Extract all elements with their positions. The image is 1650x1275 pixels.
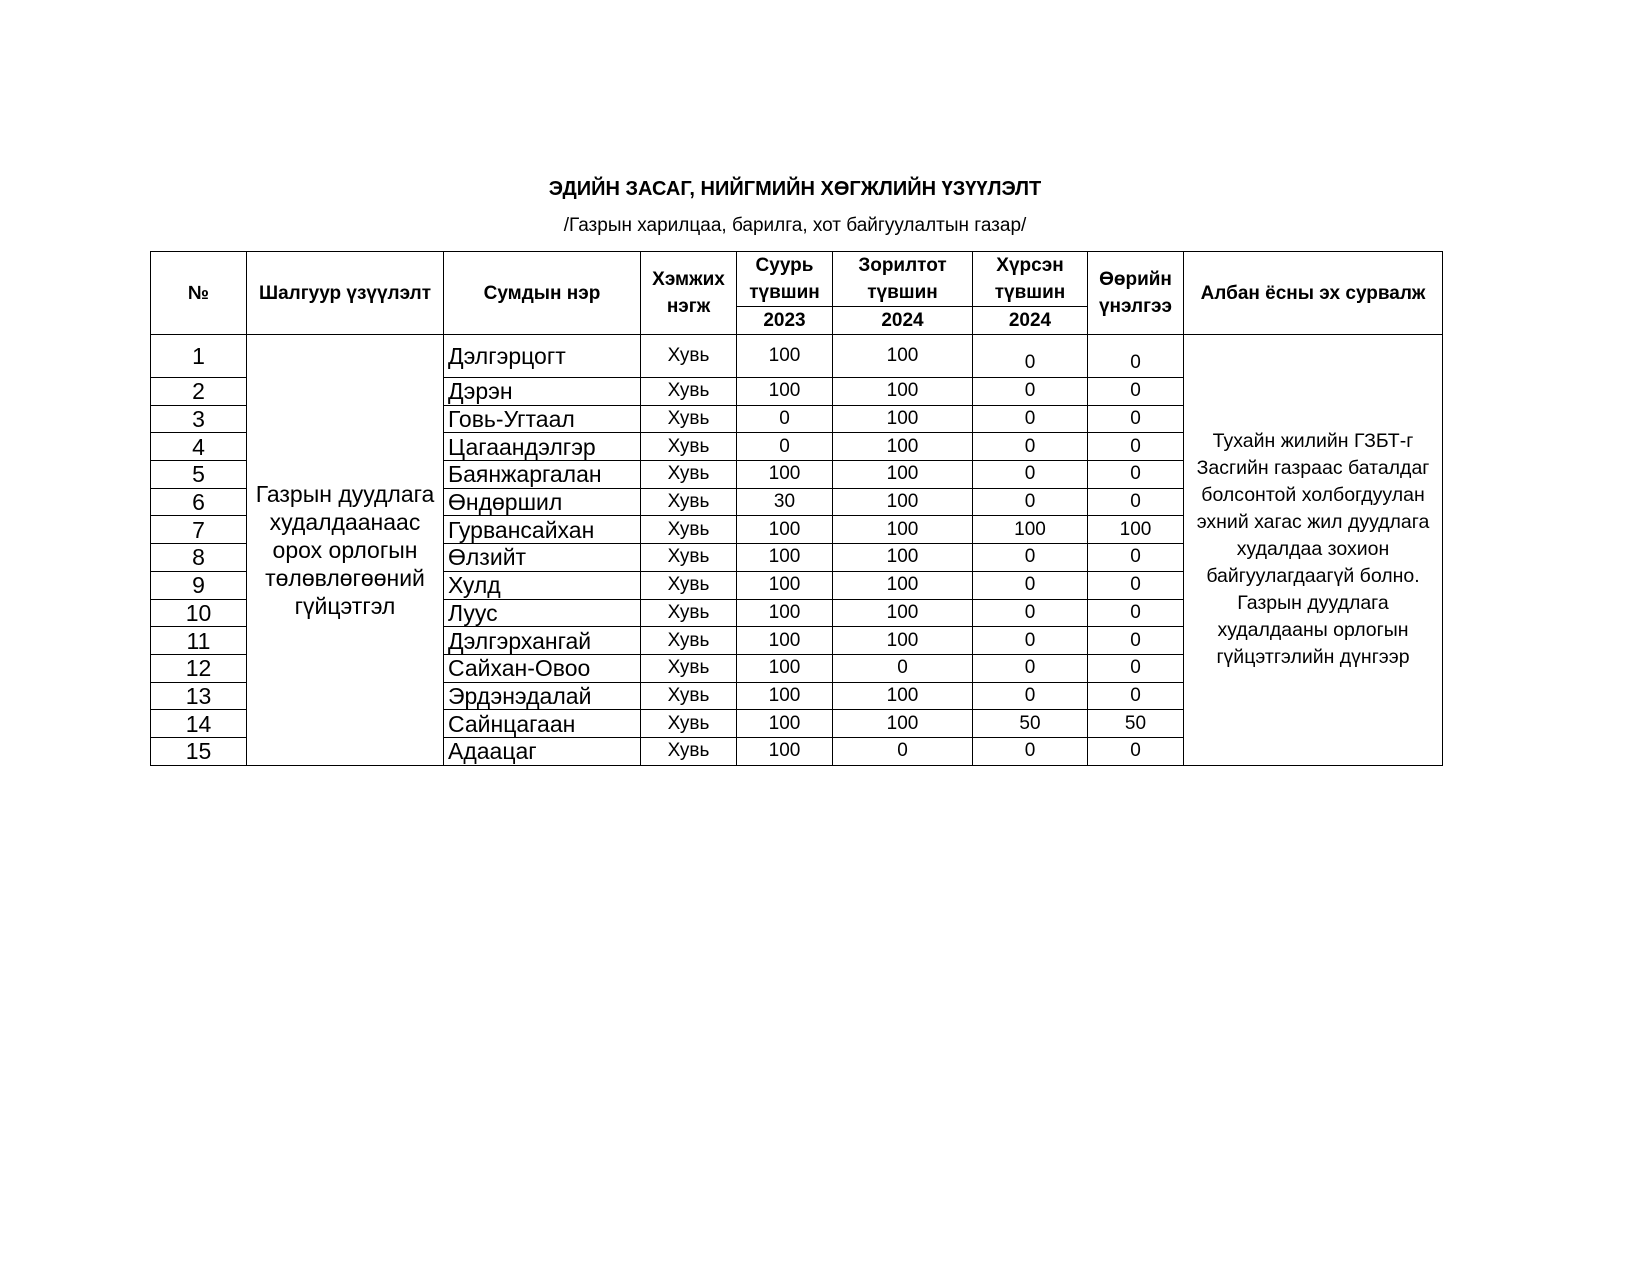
- table-body: [151, 335, 1443, 766]
- achieved-value: 0: [973, 378, 1088, 406]
- achieved-value: 0: [973, 627, 1088, 655]
- base-value: 100: [737, 710, 833, 738]
- soum-name: Баянжаргалан: [444, 461, 641, 489]
- self-evaluation-value: 0: [1088, 627, 1184, 655]
- self-evaluation-value: 50: [1088, 710, 1184, 738]
- base-value: 100: [737, 737, 833, 765]
- unit-cell: Хувь: [641, 378, 737, 406]
- soum-name: Цагаандэлгэр: [444, 433, 641, 461]
- table-header: [151, 252, 1443, 335]
- unit-cell: Хувь: [641, 405, 737, 433]
- target-value: 100: [833, 378, 973, 406]
- document-title: ЭДИЙН ЗАСАГ, НИЙГМИЙН ХӨГЖЛИЙН ҮЗҮҮЛЭЛТ: [548, 178, 1042, 200]
- target-value: 100: [833, 544, 973, 572]
- self-evaluation-value: 0: [1088, 461, 1184, 489]
- self-evaluation-value: 0: [1088, 405, 1184, 433]
- achieved-value: 100: [973, 516, 1088, 544]
- self-evaluation-value: 0: [1088, 737, 1184, 765]
- achieved-value: 0: [973, 654, 1088, 682]
- soum-name: Гурвансайхан: [444, 516, 641, 544]
- soum-name: Эрдэнэдалай: [444, 682, 641, 710]
- base-value: 100: [737, 654, 833, 682]
- base-value: 100: [737, 378, 833, 406]
- base-value: 100: [737, 571, 833, 599]
- achieved-value: 0: [973, 433, 1088, 461]
- achieved-value: 0: [973, 571, 1088, 599]
- self-evaluation-value: 0: [1088, 378, 1184, 406]
- row-number: 14: [151, 710, 247, 738]
- header-self-evaluation: Өөрийн үнэлгээ: [1088, 252, 1184, 335]
- target-value: 100: [833, 433, 973, 461]
- achieved-value: 0: [973, 335, 1088, 378]
- row-number: 1: [151, 335, 247, 378]
- self-evaluation-value: 0: [1088, 335, 1184, 378]
- achieved-value: 0: [973, 737, 1088, 765]
- target-value: 100: [833, 405, 973, 433]
- header-base-level: Суурь түвшин: [737, 252, 833, 307]
- achieved-value: 0: [973, 544, 1088, 572]
- soum-name: Дэлгэрхангай: [444, 627, 641, 655]
- unit-cell: Хувь: [641, 710, 737, 738]
- self-evaluation-value: 0: [1088, 544, 1184, 572]
- target-value: 100: [833, 335, 973, 378]
- row-number: 2: [151, 378, 247, 406]
- row-number: 8: [151, 544, 247, 572]
- soum-name: Сайхан-Овоо: [444, 654, 641, 682]
- unit-cell: Хувь: [641, 571, 737, 599]
- soum-name: Өндөршил: [444, 488, 641, 516]
- achieved-value: 0: [973, 682, 1088, 710]
- row-number: 11: [151, 627, 247, 655]
- base-value: 30: [737, 488, 833, 516]
- unit-cell: Хувь: [641, 461, 737, 489]
- unit-cell: Хувь: [641, 335, 737, 378]
- achieved-value: 0: [973, 461, 1088, 489]
- row-number: 9: [151, 571, 247, 599]
- unit-cell: Хувь: [641, 599, 737, 627]
- indicator-table: [150, 251, 1443, 766]
- target-value: 0: [833, 737, 973, 765]
- row-number: 10: [151, 599, 247, 627]
- achieved-value: 50: [973, 710, 1088, 738]
- row-number: 4: [151, 433, 247, 461]
- header-target-year: 2024: [833, 307, 973, 335]
- soum-name: Луус: [444, 599, 641, 627]
- document-subtitle: /Газрын харилцаа, барилга, хот байгуулалтын газар/: [563, 215, 1027, 236]
- achieved-value: 0: [973, 599, 1088, 627]
- soum-name: Сайнцагаан: [444, 710, 641, 738]
- base-value: 100: [737, 682, 833, 710]
- official-source-cell: Тухайн жилийн ГЗБТ-г Засгийн газраас баталдаг болсонтой холбогдуулан эхний хагас жил дуудлага худалдаа зохион байгуулагдаагүй болно. Газрын дуудлага худалдааны орлогын гүйцэтгэлийн дүнгээр: [1184, 335, 1443, 766]
- criterion-cell: Газрын дуудлага худалдаанаас орох орлогын төлөвлөгөөний гүйцэтгэл: [247, 335, 444, 766]
- unit-cell: Хувь: [641, 488, 737, 516]
- unit-cell: Хувь: [641, 433, 737, 461]
- soum-name: Өлзийт: [444, 544, 641, 572]
- base-value: 100: [737, 335, 833, 378]
- soum-name: Дэрэн: [444, 378, 641, 406]
- table-row: [151, 335, 1443, 378]
- row-number: 13: [151, 682, 247, 710]
- target-value: 100: [833, 599, 973, 627]
- target-value: 100: [833, 682, 973, 710]
- soum-name: Хулд: [444, 571, 641, 599]
- target-value: 100: [833, 461, 973, 489]
- header-target-level: Зорилтот түвшин: [833, 252, 973, 307]
- row-number: 15: [151, 737, 247, 765]
- unit-cell: Хувь: [641, 737, 737, 765]
- soum-name: Дэлгэрцогт: [444, 335, 641, 378]
- unit-cell: Хувь: [641, 544, 737, 572]
- base-value: 100: [737, 516, 833, 544]
- soum-name: Адаацаг: [444, 737, 641, 765]
- header-no: №: [151, 252, 247, 335]
- base-value: 100: [737, 461, 833, 489]
- header-achieved-level: Хүрсэн түвшин: [973, 252, 1088, 307]
- self-evaluation-value: 0: [1088, 654, 1184, 682]
- achieved-value: 0: [973, 405, 1088, 433]
- header-soum-name: Сумдын нэр: [444, 252, 641, 335]
- base-value: 100: [737, 627, 833, 655]
- header-official-source: Албан ёсны эх сурвалж: [1184, 252, 1443, 335]
- row-number: 6: [151, 488, 247, 516]
- base-value: 0: [737, 405, 833, 433]
- target-value: 100: [833, 710, 973, 738]
- self-evaluation-value: 100: [1088, 516, 1184, 544]
- soum-name: Говь-Угтаал: [444, 405, 641, 433]
- header-criterion: Шалгуур үзүүлэлт: [247, 252, 444, 335]
- header-unit: Хэмжих нэгж: [641, 252, 737, 335]
- base-value: 100: [737, 599, 833, 627]
- row-number: 5: [151, 461, 247, 489]
- target-value: 100: [833, 516, 973, 544]
- unit-cell: Хувь: [641, 627, 737, 655]
- row-number: 3: [151, 405, 247, 433]
- self-evaluation-value: 0: [1088, 433, 1184, 461]
- base-value: 0: [737, 433, 833, 461]
- row-number: 12: [151, 654, 247, 682]
- unit-cell: Хувь: [641, 516, 737, 544]
- achieved-value: 0: [973, 488, 1088, 516]
- target-value: 100: [833, 488, 973, 516]
- header-base-year: 2023: [737, 307, 833, 335]
- target-value: 0: [833, 654, 973, 682]
- base-value: 100: [737, 544, 833, 572]
- self-evaluation-value: 0: [1088, 682, 1184, 710]
- self-evaluation-value: 0: [1088, 571, 1184, 599]
- self-evaluation-value: 0: [1088, 488, 1184, 516]
- target-value: 100: [833, 571, 973, 599]
- unit-cell: Хувь: [641, 682, 737, 710]
- target-value: 100: [833, 627, 973, 655]
- row-number: 7: [151, 516, 247, 544]
- header-achieved-year: 2024: [973, 307, 1088, 335]
- self-evaluation-value: 0: [1088, 599, 1184, 627]
- unit-cell: Хувь: [641, 654, 737, 682]
